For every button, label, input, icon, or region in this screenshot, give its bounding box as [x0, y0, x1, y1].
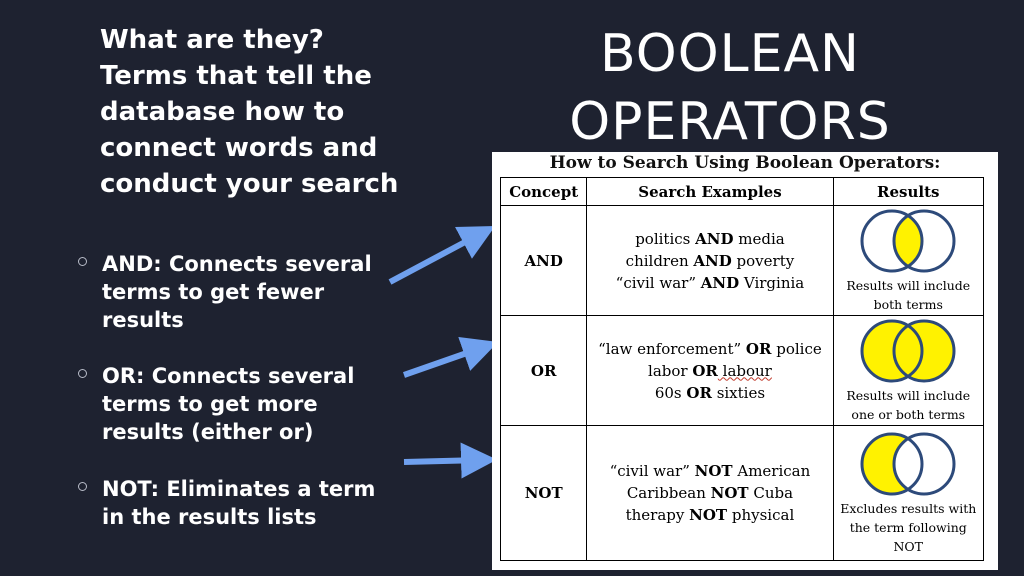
bullet-line: terms to get more	[102, 392, 318, 416]
result-line: Results will include	[846, 277, 971, 293]
example-line: Caribbean NOT Cuba	[626, 484, 794, 502]
example-line: children AND poverty	[625, 251, 795, 270]
example-line: labor OR labour	[648, 361, 772, 380]
result-line: Results will include	[846, 387, 971, 403]
intro-line: database how to	[100, 97, 345, 127]
example-line: 60s OR sixties	[654, 383, 766, 402]
table-header-row	[501, 178, 984, 206]
concept-cell: NOT	[501, 426, 587, 561]
example-line: “law enforcement” OR police	[598, 339, 822, 358]
concept-cell: OR	[501, 316, 587, 426]
title-line-1: BOOLEAN	[600, 24, 860, 84]
venn-intersection-icon	[856, 208, 960, 274]
example-line: “civil war” NOT American	[609, 462, 811, 480]
table-row	[501, 316, 984, 426]
results-cell	[833, 206, 983, 316]
arrow-not-icon	[404, 460, 482, 462]
example-line: politics AND media	[635, 229, 785, 248]
table-title: How to Search Using Boolean Operators:	[549, 153, 941, 173]
results-cell	[833, 316, 983, 426]
intro-line: What are they?	[100, 25, 324, 55]
intro-line: Terms that tell the	[100, 61, 372, 91]
result-line: Excludes results with	[840, 500, 977, 516]
bullet-line: in the results lists	[102, 505, 317, 529]
result-line: one or both terms	[851, 406, 966, 422]
bullet-line: NOT: Eliminates a term	[102, 477, 376, 501]
header-results: Results	[833, 178, 983, 206]
results-cell	[833, 426, 983, 561]
bullet-line: OR: Connects several	[102, 364, 355, 388]
result-line: both terms	[873, 296, 943, 312]
examples-cell	[587, 316, 833, 426]
header-concept: Concept	[501, 178, 587, 206]
bullet-line: AND: Connects several	[102, 252, 372, 276]
table-row	[501, 206, 984, 316]
example-line: therapy NOT physical	[625, 506, 795, 524]
examples-cell	[587, 206, 833, 316]
concept-cell: AND	[501, 206, 587, 316]
intro-line: conduct your search	[100, 169, 399, 199]
result-line: NOT	[893, 538, 924, 554]
example-line: “civil war” AND Virginia	[615, 273, 805, 292]
arrow-and-icon	[390, 233, 482, 282]
boolean-table-panel	[492, 152, 998, 570]
header-examples: Search Examples	[587, 178, 833, 206]
arrow-or-icon	[404, 347, 484, 375]
result-line: the term following	[849, 519, 967, 535]
examples-cell	[587, 426, 833, 561]
title-line-2: OPERATORS	[569, 92, 891, 152]
boolean-table	[500, 177, 984, 561]
table-row	[501, 426, 984, 561]
bullet-line: results	[102, 308, 184, 332]
bullet-line: results (either or)	[102, 420, 314, 444]
venn-difference-icon	[856, 431, 960, 497]
bullet-line: terms to get fewer	[102, 280, 325, 304]
venn-union-icon	[856, 318, 960, 384]
intro-line: connect words and	[100, 133, 378, 163]
